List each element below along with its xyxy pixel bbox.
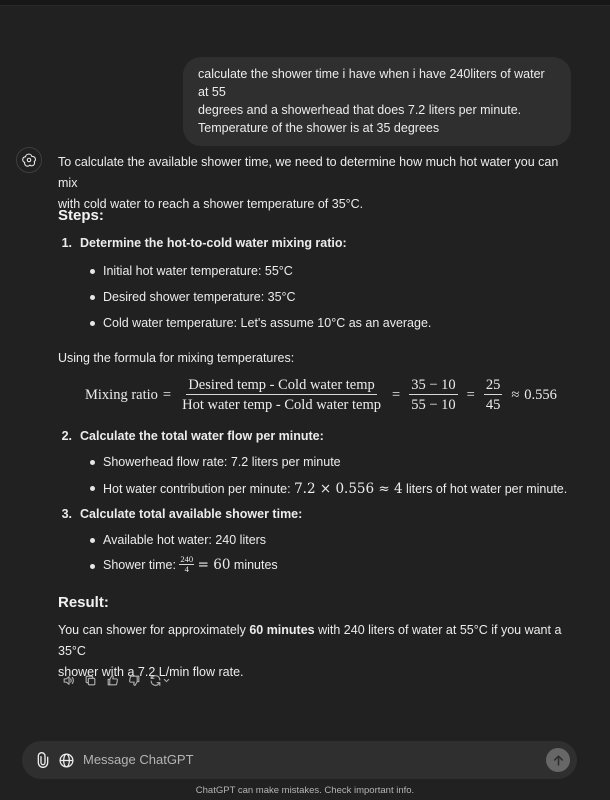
fraction-numerator: Desired temp - Cold water temp: [188, 377, 375, 393]
intro-paragraph: [58, 152, 578, 215]
step-number: 1.: [61, 236, 72, 250]
user-message-bubble: [183, 57, 571, 146]
formula-fraction-2: [409, 377, 457, 413]
bullet-dot: [90, 295, 95, 300]
message-composer[interactable]: [22, 741, 577, 779]
user-message-line: calculate the shower time i have when i have 240liters of water at 55: [198, 67, 545, 99]
intro-line: with cold water to reach a shower temperature of 35°C.: [58, 197, 364, 211]
regenerate-icon[interactable]: [146, 672, 174, 688]
step-title: Calculate the total water flow per minute:: [80, 429, 324, 443]
inline-math: = 60: [197, 556, 231, 573]
thumbs-down-icon[interactable]: [124, 672, 145, 688]
steps-heading: Steps:: [58, 207, 104, 224]
bullet-dot: [90, 486, 95, 491]
formula-fraction-3: [484, 377, 503, 413]
bullet-prefix: Shower time:: [103, 557, 180, 572]
bullet-text: Initial hot water temperature: 55°C: [103, 264, 293, 278]
result-text: with 240 liters of water at 55°C if you want a 35°C: [58, 623, 562, 658]
send-button[interactable]: [546, 748, 570, 772]
fraction-numerator: 35 − 10: [411, 377, 456, 393]
attach-icon[interactable]: [33, 750, 53, 770]
openai-logo-icon: [21, 152, 37, 168]
inline-fraction: [179, 555, 194, 574]
message-actions: [58, 672, 175, 688]
formula-intro: Using the formula for mixing temperatures:: [58, 351, 295, 365]
fraction-denominator: 45: [485, 397, 501, 413]
formula-approx: ≈: [511, 386, 520, 403]
bullet-text-math: [103, 481, 567, 497]
fraction-denominator: 55 − 10: [411, 397, 456, 413]
copy-icon[interactable]: [80, 672, 101, 688]
formula-equals: =: [162, 386, 172, 403]
step-number: 2.: [61, 429, 72, 443]
fraction-numerator: 25: [485, 377, 501, 393]
formula-label: Mixing ratio: [85, 386, 158, 403]
bullet-prefix: Hot water contribution per minute:: [103, 482, 295, 496]
user-message-line: Temperature of the shower is at 35 degrees: [198, 121, 440, 135]
chevron-down-icon[interactable]: [162, 676, 171, 685]
bullet-suffix: liters of hot water per minute.: [402, 482, 568, 496]
step-title: Determine the hot-to-cold water mixing ratio:: [80, 236, 347, 250]
bullet-dot: [90, 564, 95, 569]
step-title: Calculate total available shower time:: [80, 507, 303, 521]
bullet-dot: [90, 538, 95, 543]
formula-result: 0.556: [524, 386, 557, 403]
bullet-dot: [90, 460, 95, 465]
formula-equals: =: [466, 386, 475, 403]
bullet-text: Cold water temperature: Let's assume 10°C as an average.: [103, 316, 432, 330]
bullet-dot: [90, 321, 95, 326]
result-line: shower with a 7.2 L/min flow rate.: [58, 665, 244, 679]
bullet-text: Available hot water: 240 liters: [103, 533, 267, 547]
result-emphasis: 60 minutes: [249, 623, 315, 637]
bullet-text: Desired shower temperature: 35°C: [103, 290, 296, 304]
fraction-denominator: Hot water temp - Cold water temp: [182, 397, 382, 413]
user-message-line: degrees and a showerhead that does 7.2 liters per minute.: [198, 103, 522, 117]
bullet-text: Showerhead flow rate: 7.2 liters per minute: [103, 455, 341, 469]
speaker-icon[interactable]: [58, 672, 79, 688]
step-number: 3.: [61, 507, 72, 521]
top-bar: [0, 0, 610, 6]
assistant-avatar: [16, 147, 42, 173]
globe-icon[interactable]: [56, 750, 76, 770]
message-input[interactable]: Message ChatGPT: [83, 752, 194, 767]
result-heading: Result:: [58, 594, 109, 611]
arrow-up-icon: [552, 754, 565, 767]
fraction-denominator: 4: [184, 564, 189, 574]
result-line: [58, 620, 578, 662]
bullet-text-math: [103, 556, 278, 575]
disclaimer: ChatGPT can make mistakes. Check important info.: [195, 785, 415, 796]
bullet-suffix: minutes: [230, 557, 278, 572]
result-text: You can shower for approximately: [58, 623, 250, 637]
bullet-dot: [90, 269, 95, 274]
thumbs-up-icon[interactable]: [102, 672, 123, 688]
mixing-ratio-formula: [85, 376, 557, 414]
formula-equals: =: [392, 386, 401, 403]
fraction-numerator: 240: [180, 554, 194, 564]
formula-fraction-1: [180, 377, 383, 413]
intro-line: To calculate the available shower time, we need to determine how much hot water you can mix: [58, 155, 559, 190]
inline-math: 7.2 × 0.556 ≈ 4: [294, 481, 403, 497]
